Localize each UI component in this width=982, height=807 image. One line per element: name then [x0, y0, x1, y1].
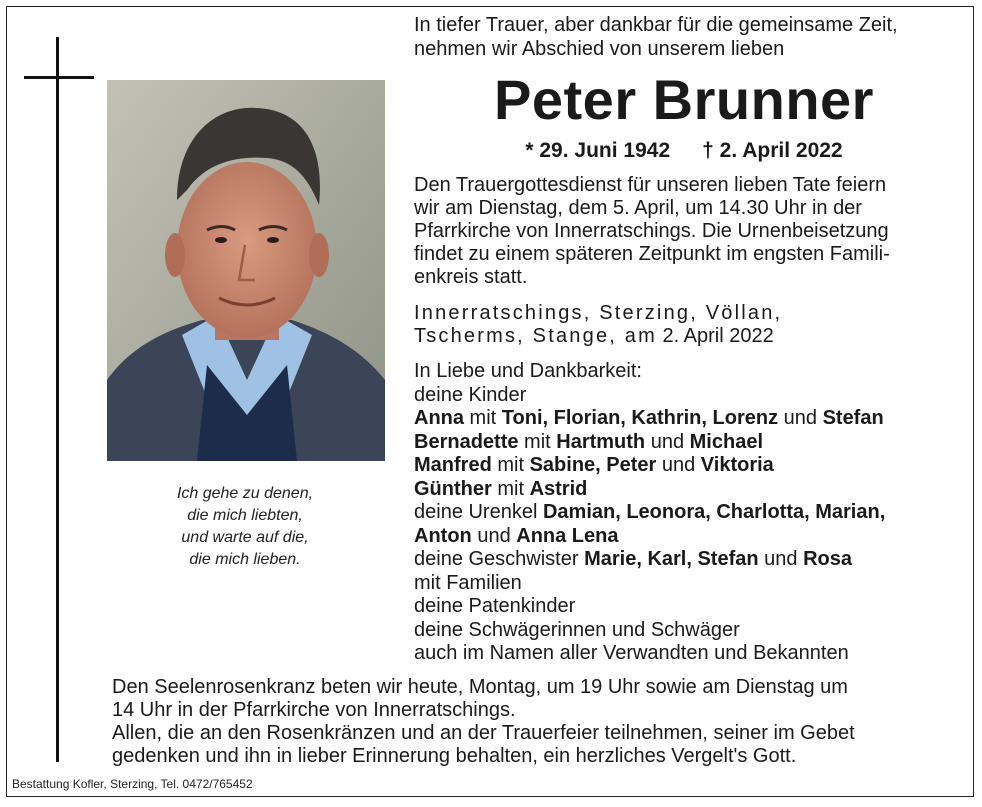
mourner-row: deine Patenkinder: [414, 595, 576, 617]
mourner-connector: deine Urenkel: [414, 501, 543, 523]
life-dates: [414, 138, 954, 164]
rosary-and-thanks: [112, 676, 962, 768]
intro-line: nehmen wir Abschied von unserem lieben: [414, 38, 785, 60]
mourner-connector: mit: [518, 430, 557, 453]
mourner-name: Toni, Florian, Kathrin, Lorenz: [501, 407, 779, 429]
mourner-row: [414, 501, 974, 525]
place-line: Innerratschings, Sterzing, Völlan,: [414, 302, 783, 324]
death-date: † 2. April 2022: [702, 139, 843, 162]
service-line: findet zu einem späteren Zeitpunkt im engsten Famili-: [414, 243, 890, 265]
service-line: Pfarrkirche von Innerratschings. Die Urnenbeisetzung: [414, 220, 889, 242]
mourner-name: Damian, Leonora, Charlotta, Marian,: [542, 501, 886, 523]
mourner-row: [414, 478, 974, 502]
funeral-service-text: [414, 174, 964, 289]
mourner-name: Manfred: [414, 454, 492, 476]
mourner-row: auch im Namen aller Verwandten und Bekannten: [414, 642, 849, 664]
cross-icon: [56, 37, 59, 762]
portrait-photo-icon: [107, 80, 385, 461]
mourners-list: [414, 360, 974, 666]
mourner-name: Marie, Karl, Stefan: [584, 548, 759, 570]
service-line: wir am Dienstag, dem 5. April, um 14.30 Uhr in der: [414, 197, 862, 219]
mourner-name: Astrid: [529, 477, 588, 500]
service-line: enkreis statt.: [414, 266, 528, 288]
rosary-line: Den Seelenrosenkranz beten wir heute, Montag, um 19 Uhr sowie am Dienstag um: [112, 676, 848, 698]
mourner-name: Anna: [414, 407, 464, 429]
thanks-line: gedenken und ihn in lieber Erinnerung behalten, ein herzliches Vergelt's Gott.: [112, 745, 797, 767]
mourner-row: mit Familien: [414, 571, 522, 594]
mourner-connector: und: [778, 407, 823, 429]
place-and-date: [414, 302, 964, 348]
mourner-name: Stefan: [822, 407, 884, 429]
intro-text: [414, 13, 898, 61]
quote-line: und warte auf die,: [181, 529, 309, 546]
mourner-connector: deine Geschwister: [414, 548, 585, 570]
mourner-row: deine Schwägerinnen und Schwäger: [414, 618, 740, 641]
deceased-name: Peter Brunner: [494, 68, 874, 131]
intro-line: In tiefer Trauer, aber dankbar für die gemeinsame Zeit,: [414, 14, 898, 36]
mourner-row: [414, 548, 974, 572]
mourner-connector: und: [758, 548, 804, 570]
mourner-connector: und: [471, 524, 517, 547]
mourner-name: Viktoria: [700, 454, 774, 476]
mourner-row: [414, 431, 974, 455]
place-line: Tscherms, Stange, am: [414, 325, 657, 347]
quote-line: die mich liebten,: [187, 507, 303, 524]
memorial-quote: [130, 483, 360, 571]
mourner-name: Michael: [689, 430, 763, 453]
cross-icon-bar: [24, 76, 94, 79]
mourner-name: Rosa: [803, 548, 852, 570]
quote-line: die mich lieben.: [189, 551, 301, 568]
mourner-name: Günther: [414, 477, 492, 500]
mourner-name: Hartmuth: [556, 430, 646, 453]
mourner-row: [414, 525, 974, 549]
mourner-connector: und: [656, 454, 701, 476]
mourner-name: Sabine, Peter: [529, 454, 657, 476]
mourner-connector: mit: [464, 407, 502, 429]
quote-line: Ich gehe zu denen,: [176, 485, 314, 502]
birth-date: * 29. Juni 1942: [525, 139, 671, 162]
mourners-intro: In Liebe und Dankbarkeit:: [414, 360, 642, 382]
mourner-name: Anton: [414, 524, 472, 547]
mourner-connector: mit: [491, 477, 530, 500]
notice-date: 2. April 2022: [662, 325, 774, 347]
mourner-connector: mit: [491, 454, 530, 476]
portrait-photo: [107, 80, 385, 461]
mourner-row: [414, 454, 974, 478]
mourners-group-label: deine Kinder: [414, 383, 527, 406]
mourner-name: Bernadette: [414, 430, 519, 453]
thanks-line: Allen, die an den Rosenkränzen und an der Trauerfeier teilnehmen, seiner im Gebet: [112, 722, 855, 744]
mourner-connector: und: [645, 430, 690, 453]
mourner-row: [414, 407, 974, 431]
service-line: Den Trauergottesdienst für unseren lieben Tate feiern: [414, 174, 887, 196]
funeral-home-footer: Bestattung Kofler, Sterzing, Tel. 0472/765452: [12, 777, 253, 791]
mourner-name: Anna Lena: [516, 524, 619, 547]
rosary-line: 14 Uhr in der Pfarrkirche von Innerratschings.: [112, 699, 516, 721]
